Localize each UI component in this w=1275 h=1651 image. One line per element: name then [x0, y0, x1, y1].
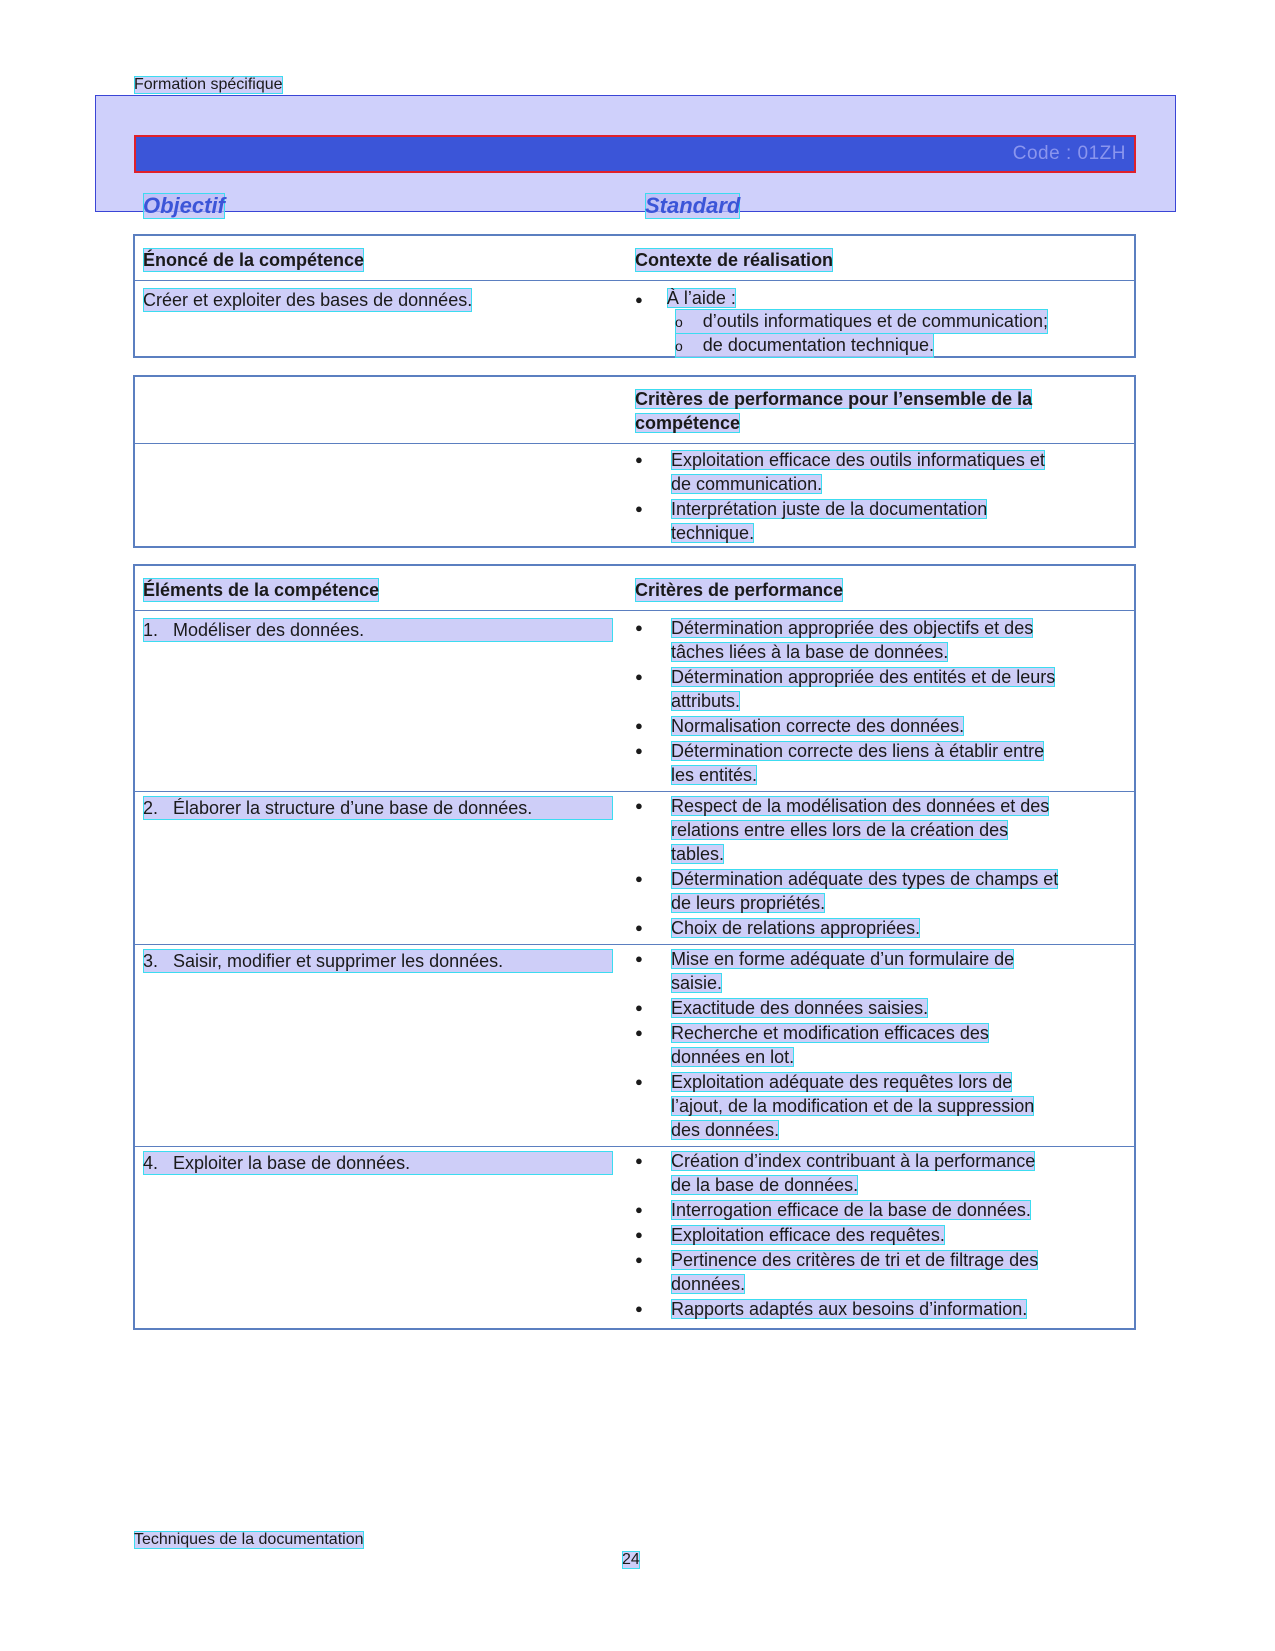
contexte-header: Contexte de réalisation	[635, 250, 834, 270]
element-number: 2.	[143, 798, 159, 818]
criterion-text	[671, 1198, 1031, 1222]
row-divider	[135, 610, 1134, 611]
criterion-text	[671, 1248, 1038, 1296]
criterion-text	[671, 1223, 945, 1247]
criterion-line: Exploitation adéquate des requêtes lors de	[671, 1072, 1013, 1092]
bullet-icon: ●	[635, 292, 643, 307]
circle-bullet-icon: o	[675, 338, 683, 354]
criterion-line: de leurs propriétés.	[671, 893, 826, 913]
criterion-text	[671, 739, 1044, 787]
criterion-line: données en lot.	[671, 1047, 795, 1067]
criterion-line: Détermination correcte des liens à établir entre	[671, 741, 1045, 761]
criterion-line: Interrogation efficace de la base de données.	[671, 1200, 1031, 1220]
bullet-icon: ●	[635, 743, 643, 758]
element-title-text: Exploiter la base de données.	[173, 1153, 411, 1173]
criterion-line: Exactitude des données saisies.	[671, 998, 929, 1018]
criterion-line: de la base de données.	[671, 1175, 859, 1195]
element-title-text: Saisir, modifier et supprimer les données.	[173, 951, 504, 971]
criterion-text	[671, 996, 928, 1020]
element-title-text: Élaborer la structure d’une base de données.	[173, 798, 533, 818]
criterion-item	[635, 867, 1085, 915]
criterion-line: Création d’index contribuant à la performance	[671, 1151, 1036, 1171]
criterion-item	[635, 1248, 1085, 1296]
criterion-text	[671, 1070, 1034, 1142]
competence-statement: Créer et exploiter des bases de données.	[143, 290, 473, 310]
criterion-line: les entités.	[671, 765, 758, 785]
bullet-icon: ●	[635, 1153, 643, 1168]
criterion-line: Interprétation juste de la documentation	[671, 499, 988, 519]
criterion-item	[635, 1021, 1085, 1069]
criterion-line: des données.	[671, 1120, 780, 1140]
bullet-icon: ●	[635, 1227, 643, 1242]
global-criteria-header	[635, 387, 1085, 435]
criterion-line: technique.	[671, 523, 755, 543]
element-title-text: Modéliser des données.	[173, 620, 365, 640]
bullet-icon: ●	[635, 920, 643, 935]
element-title	[143, 618, 613, 642]
criterion-item	[635, 665, 1085, 713]
criteria-header: Critères de performance	[635, 580, 844, 600]
bullet-icon: ●	[635, 1301, 643, 1316]
bullet-icon: ●	[635, 951, 643, 966]
element-number: 4.	[143, 1153, 159, 1173]
bullet-icon: ●	[635, 1074, 643, 1089]
criterion-line: Exploitation efficace des requêtes.	[671, 1225, 945, 1245]
row-divider	[135, 791, 1134, 792]
criterion-line: Rapports adaptés aux besoins d’information.	[671, 1299, 1028, 1319]
bullet-icon: ●	[635, 620, 643, 635]
criterion-line: tables.	[671, 844, 725, 864]
element-title	[143, 796, 613, 820]
criterion-line: données.	[671, 1274, 746, 1294]
criterion-text	[671, 916, 920, 940]
criterion-text	[671, 714, 964, 738]
criterion-line: Choix de relations appropriées.	[671, 918, 921, 938]
element-title	[143, 1151, 613, 1175]
code-bar	[134, 135, 1136, 173]
elements-table	[133, 564, 1136, 1330]
bullet-icon: ●	[635, 718, 643, 733]
criterion-item	[635, 1223, 1085, 1247]
bullet-icon: ●	[635, 501, 643, 516]
global-criterion	[635, 448, 1085, 496]
standard-heading: Standard	[645, 193, 741, 218]
criterion-text	[671, 497, 987, 545]
header-label: Formation spécifique	[134, 76, 283, 93]
criterion-line: relations entre elles lors de la création des	[671, 820, 1009, 840]
row-divider	[135, 443, 1134, 444]
global-criteria-table	[133, 375, 1136, 548]
criterion-item	[635, 794, 1085, 866]
objectif-heading: Objectif	[143, 193, 225, 218]
global-criteria-header-line: Critères de performance pour l’ensemble de la	[635, 389, 1033, 409]
criterion-text	[671, 1149, 1035, 1197]
element-number: 1.	[143, 620, 159, 640]
global-criteria-header-line: compétence	[635, 413, 741, 433]
criterion-item	[635, 616, 1085, 664]
criterion-item	[635, 1198, 1085, 1222]
element-number: 3.	[143, 951, 159, 971]
context-item	[675, 309, 1048, 334]
criterion-item	[635, 1070, 1085, 1142]
bullet-icon: ●	[635, 669, 643, 684]
criterion-line: Recherche et modification efficaces des	[671, 1023, 989, 1043]
criterion-line: Détermination appropriée des entités et de leurs	[671, 667, 1056, 687]
global-criterion	[635, 497, 1085, 545]
bullet-icon: ●	[635, 452, 643, 467]
criterion-line: de communication.	[671, 474, 823, 494]
bullet-icon: ●	[635, 1000, 643, 1015]
footer-program: Techniques de la documentation	[134, 1531, 364, 1548]
criterion-item	[635, 916, 1085, 940]
criterion-text	[671, 1021, 989, 1069]
row-divider	[135, 944, 1134, 945]
criterion-text	[671, 947, 1014, 995]
context-item	[675, 333, 934, 358]
code-label: Code : 01ZH	[1012, 143, 1126, 164]
elements-header: Éléments de la compétence	[143, 580, 380, 600]
criterion-line: tâches liées à la base de données.	[671, 642, 949, 662]
criterion-line: Respect de la modélisation des données et des	[671, 796, 1050, 816]
criterion-line: saisie.	[671, 973, 723, 993]
criterion-text	[671, 448, 1045, 496]
criterion-text	[671, 616, 1033, 664]
criterion-line: l’ajout, de la modification et de la suppression	[671, 1096, 1035, 1116]
enonce-header: Énoncé de la compétence	[143, 250, 365, 270]
criterion-line: Détermination appropriée des objectifs et des	[671, 618, 1034, 638]
context-item-text: de documentation technique.	[702, 335, 934, 355]
criterion-item	[635, 1297, 1085, 1321]
bullet-icon: ●	[635, 1252, 643, 1267]
criterion-item	[635, 739, 1085, 787]
bullet-icon: ●	[635, 871, 643, 886]
element-title	[143, 949, 613, 973]
competence-table	[133, 234, 1136, 358]
row-divider	[135, 280, 1134, 281]
criterion-item	[635, 947, 1085, 995]
circle-bullet-icon: o	[675, 314, 683, 330]
criterion-line: Exploitation efficace des outils informatiques et	[671, 450, 1045, 470]
criterion-line: attributs.	[671, 691, 741, 711]
criterion-line: Détermination adéquate des types de champs et	[671, 869, 1059, 889]
bullet-icon: ●	[635, 798, 643, 813]
bullet-icon: ●	[635, 1202, 643, 1217]
criterion-text	[671, 794, 1049, 866]
criterion-line: Pertinence des critères de tri et de filtrage des	[671, 1250, 1039, 1270]
criterion-item	[635, 714, 1085, 738]
criterion-item	[635, 1149, 1085, 1197]
criterion-line: Normalisation correcte des données.	[671, 716, 965, 736]
context-item-text: d’outils informatiques et de communication;	[702, 311, 1048, 331]
criterion-text	[671, 1297, 1027, 1321]
row-divider	[135, 1146, 1134, 1147]
criterion-item	[635, 996, 1085, 1020]
page-number: 24	[622, 1551, 640, 1568]
bullet-icon: ●	[635, 1025, 643, 1040]
criterion-line: Mise en forme adéquate d’un formulaire de	[671, 949, 1015, 969]
criterion-text	[671, 665, 1055, 713]
context-intro-text: À l’aide :	[666, 288, 736, 308]
criterion-text	[671, 867, 1058, 915]
